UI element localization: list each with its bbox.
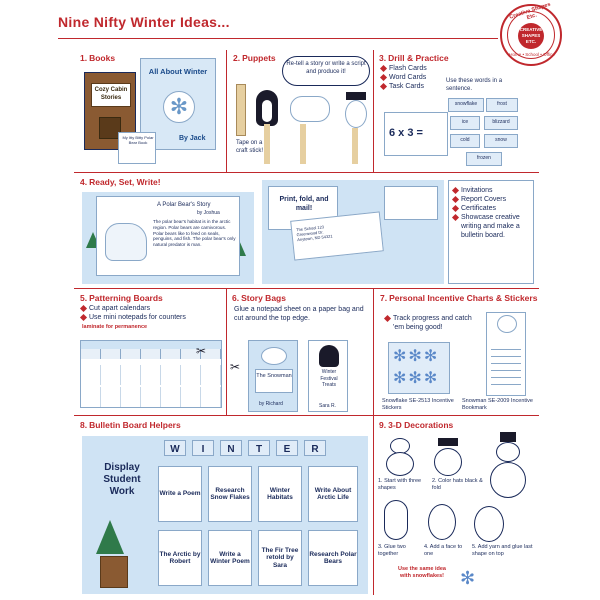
puppet-speech-bubble: Re-tell a story or write a script and produce it! — [282, 56, 370, 86]
calendar-row — [81, 387, 221, 407]
drill-bullet: Flash Cards — [380, 64, 427, 73]
drill-bullet: Task Cards — [380, 82, 427, 91]
student-card: Research Snow Flakes — [208, 466, 252, 522]
letter-card: E — [276, 440, 298, 456]
decor-step: 4. Add a face to one — [424, 544, 463, 557]
cabin-icon — [100, 556, 128, 588]
decor-step: 2. Color hats black & fold — [432, 478, 483, 491]
calendar-row — [81, 365, 221, 385]
story-bags-text: Glue a notepad sheet on a paper bag and cut around the top edge. — [234, 306, 364, 322]
divider-col-1-2 — [226, 50, 227, 172]
bookmark-snowman-head — [497, 315, 517, 333]
decor-note: Use the same idea with snowflakes! — [398, 566, 446, 579]
snowman-hat — [346, 92, 366, 100]
letter-card: R — [304, 440, 326, 456]
divider-row3 — [74, 415, 539, 416]
penguin-head — [319, 345, 339, 367]
book-author: By Jack — [179, 135, 206, 142]
scissors-icon: ✂ — [230, 360, 241, 374]
snowflake-icon: ✻✻✻ — [393, 348, 440, 365]
flash-card-equation: 6 x 3 = — [389, 127, 423, 139]
stick-3 — [352, 128, 358, 164]
snowflake-stickers — [388, 342, 450, 394]
decor-step: 1. Start with three shapes — [378, 478, 422, 491]
divider-row1 — [74, 172, 539, 173]
snowman-hats — [430, 438, 466, 478]
patterning-bullet: Cut apart calendars — [80, 304, 186, 313]
snowman-shapes — [382, 438, 418, 478]
bag2-author: Sara R. — [319, 403, 336, 409]
patterning-bullet: Use mini notepads for counters — [80, 313, 186, 322]
word-card: ice — [450, 116, 480, 130]
word-card: cold — [450, 134, 480, 148]
ready-bullets — [452, 186, 532, 240]
stick-2 — [300, 124, 306, 164]
section-bulletin-title: 8. Bulletin Board Helpers — [80, 420, 181, 430]
story-bag-penguin — [308, 340, 348, 412]
title-underline — [58, 38, 498, 39]
word-card: blizzard — [484, 116, 518, 130]
divider-row2 — [74, 288, 539, 289]
book-cozy-cabin-title: Cozy Cabin Stories — [91, 83, 131, 107]
decor-step: 5. Add yarn and glue last shape on top — [472, 544, 533, 557]
book-polar-bear — [118, 132, 156, 164]
student-card: Write a Poem — [158, 466, 202, 522]
word-card: frozen — [466, 152, 502, 166]
snowman-head — [261, 347, 287, 365]
student-card: Write a Winter Poem — [208, 530, 252, 586]
ready-bullet: Certificates — [452, 204, 532, 213]
creative-shapes-logo — [500, 1, 562, 66]
story-text: The polar bear's habitat is in the arctic region. Polar bears are carnivorous. Polar bears like to feed on seals, penguins, and fish. The polar bear's only natural predator is man. — [153, 219, 236, 248]
section-decor-title: 9. 3-D Decorations — [379, 420, 454, 430]
flash-card — [384, 112, 448, 156]
logo-bottom-text: Home • School • Office — [509, 52, 555, 57]
divider-col-2-3 — [373, 50, 374, 172]
ready-bullet: Report Covers — [452, 195, 532, 204]
book-polar-bear-title: My Itty Bitty Polar Bear Book — [122, 135, 154, 145]
tree-icon — [96, 520, 124, 554]
bag1-author: by Richard — [259, 401, 283, 407]
bag1-title: The Snowman — [255, 369, 293, 393]
snowflake-icon: ✻✻✻ — [393, 370, 440, 387]
snowflake-icon: ✻ — [163, 91, 195, 123]
incentive-caption1: Snowflake SE-2513 Incentive Stickers — [382, 398, 454, 411]
puppets-caption: Tape on a craft stick! — [236, 140, 264, 154]
word-card: snowflake — [448, 98, 484, 112]
polar-bear-puppet — [290, 96, 330, 122]
section-incentive-title: 7. Personal Incentive Charts & Stickers — [380, 293, 538, 303]
snowman-puppet — [345, 100, 367, 128]
student-card: Write About Arctic Life — [308, 466, 358, 522]
print-text: Print, fold, and mail! — [279, 196, 329, 212]
polar-bear-illustration — [105, 223, 147, 261]
page-title: Nine Nifty Winter Ideas... — [58, 14, 230, 30]
section-drill-title: 3. Drill & Practice — [379, 53, 449, 63]
folded-shape — [384, 500, 408, 540]
letter-card: W — [164, 440, 186, 456]
incentive-caption2: Snowman SE-2009 Incentive Bookmark — [462, 398, 533, 411]
section-patterning-title: 5. Patterning Boards — [80, 293, 163, 303]
patterning-bullets — [80, 304, 186, 322]
snowman-face — [428, 504, 456, 540]
envelope-address: The School 123 Greenwood Dr. Anytown, ND 54321 — [295, 224, 333, 243]
penguin-belly — [262, 100, 272, 122]
logo-center: CREATIVE SHAPES ETC. — [518, 23, 544, 49]
student-card: The Fir Tree retold by Sara — [258, 530, 302, 586]
postcard — [384, 186, 438, 220]
word-card: frost — [486, 98, 518, 112]
patterning-note: laminate for permanence — [82, 324, 148, 330]
drill-note: Use these words in a sentence. — [446, 78, 503, 92]
section-story-bags-title: 6. Story Bags — [232, 293, 286, 303]
story-bag-snowman — [248, 340, 298, 412]
bookmark-grid — [491, 347, 521, 391]
book-all-about-winter-title: All About Winter — [148, 67, 208, 76]
snowman-bookmark — [486, 312, 526, 396]
section-books-title: 1. Books — [80, 53, 116, 63]
section-ready-title: 4. Ready, Set, Write! — [80, 177, 161, 187]
drill-bullet: Word Cards — [380, 73, 427, 82]
winter-letters — [164, 440, 364, 458]
divider-col-6-7 — [373, 288, 374, 415]
logo-top-text: Creative Shapes Etc. — [508, 1, 552, 22]
snowflake-icon: ✻ — [460, 568, 476, 588]
incentive-bullets — [384, 314, 484, 332]
story-title: A Polar Bear's Story — [157, 202, 211, 208]
student-card: Winter Habitats — [258, 466, 302, 522]
decor-step: 3. Glue two together — [378, 544, 406, 557]
bulletin-heading: Display Student Work — [103, 462, 141, 497]
craft-stick — [236, 84, 246, 136]
story-author: by Joshua — [197, 210, 220, 216]
word-card: snow — [484, 134, 518, 148]
scissors-icon: ✂ — [196, 344, 207, 358]
finished-snowman — [488, 432, 528, 502]
letter-card: N — [220, 440, 242, 456]
letter-card: I — [192, 440, 214, 456]
ready-bullet: Invitations — [452, 186, 532, 195]
story-paper — [96, 196, 240, 276]
drill-bullets — [380, 64, 427, 91]
ready-bullet: Showcase creative writing and make a bulletin board. — [452, 213, 532, 240]
student-card: Research Polar Bears — [308, 530, 358, 586]
divider-col-8-9 — [373, 415, 374, 595]
incentive-bullet: Track progress and catch 'em being good! — [384, 314, 484, 332]
bag2-title: Winter Festival Treats — [320, 369, 338, 388]
letter-card: T — [248, 440, 270, 456]
student-card: The Arctic by Robert — [158, 530, 202, 586]
section-puppets-title: 2. Puppets — [233, 53, 276, 63]
snowman-yarn — [474, 506, 504, 542]
divider-col-5-6 — [226, 288, 227, 415]
